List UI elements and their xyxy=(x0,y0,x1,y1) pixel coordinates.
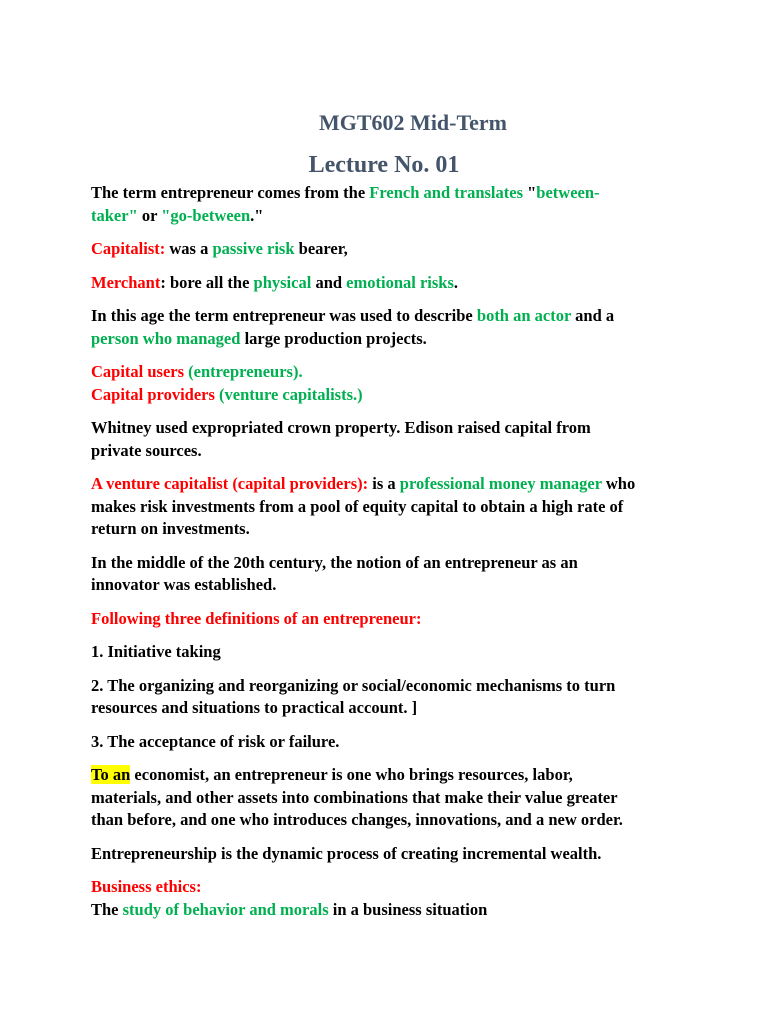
paragraph-whitney xyxy=(91,417,691,462)
text-line: Whitney used expropriated crown property. Edison raised capital from xyxy=(91,418,591,437)
text: The xyxy=(91,899,123,919)
paragraph-innovator xyxy=(91,552,691,597)
paragraph-etymology xyxy=(91,182,691,227)
lecture-heading: Lecture No. 01 xyxy=(308,152,460,178)
term-label: Capitalist: xyxy=(91,239,166,258)
text: in a business situation xyxy=(328,899,488,919)
paragraph-entrepreneurship xyxy=(91,843,691,866)
text: or xyxy=(137,205,162,225)
term-label: Capital providers xyxy=(91,384,215,404)
text-line: innovator was established. xyxy=(91,575,277,594)
highlight-text: (venture capitalists.) xyxy=(214,384,363,404)
paragraph-capital xyxy=(91,361,691,406)
text-line: materials, and other assets into combinations that make their value greater xyxy=(91,787,618,807)
text-line: 1. Initiative taking xyxy=(91,642,221,661)
text: who xyxy=(601,474,636,493)
text: The term entrepreneur comes from the xyxy=(91,183,370,202)
paragraph-business-ethics xyxy=(91,876,691,921)
paragraph-capitalist xyxy=(91,238,691,261)
highlight-text: professional money manager xyxy=(399,474,602,493)
highlight-text: person who managed xyxy=(91,328,241,348)
highlight-text: between- xyxy=(536,183,600,202)
definition-1 xyxy=(91,641,691,664)
paragraph-definitions-heading xyxy=(91,608,691,631)
text-line: Entrepreneurship is the dynamic process of creating incremental wealth. xyxy=(91,843,602,863)
text-line: than before, and one who introduces changes, innovations, and a new order. xyxy=(91,810,623,829)
text-line: 3. The acceptance of risk or failure. xyxy=(91,731,340,751)
text: and a xyxy=(571,306,615,325)
highlight-text: taker" xyxy=(91,205,138,225)
page-title: MGT602 Mid-Term xyxy=(319,110,507,135)
term-label: Merchant xyxy=(91,272,161,292)
definition-3 xyxy=(91,731,691,754)
text: bearer, xyxy=(294,239,348,258)
text-line: 2. The organizing and reorganizing or social/economic mechanisms to turn xyxy=(91,675,616,695)
text: . xyxy=(453,272,459,292)
highlight-text: both an actor xyxy=(476,306,572,325)
text-line: In the middle of the 20th century, the notion of an entrepreneur as an xyxy=(91,552,578,572)
highlighted-text: To an xyxy=(91,765,131,784)
highlight-text: emotional risks xyxy=(346,272,454,292)
highlight-text: physical xyxy=(253,272,312,292)
highlight-text: "go-between xyxy=(161,205,251,225)
section-heading: Following three definitions of an entrepreneur: xyxy=(91,608,422,628)
paragraph-merchant xyxy=(91,272,691,295)
text: ." xyxy=(250,205,264,225)
text: large production projects. xyxy=(240,328,427,348)
term-label: A venture capitalist (capital providers): xyxy=(91,474,369,493)
text-line: return on investments. xyxy=(91,519,250,538)
term-label: Capital users xyxy=(91,362,185,381)
text: economist, an entrepreneur is one who brings resources, labor, xyxy=(130,765,573,784)
paragraph-economist xyxy=(91,764,691,832)
text: was a xyxy=(165,239,213,258)
highlight-text: (entrepreneurs). xyxy=(184,362,303,381)
highlight-text: study of behavior and morals xyxy=(122,899,329,919)
definition-2 xyxy=(91,675,691,720)
highlight-text: passive risk xyxy=(212,239,295,258)
text: and xyxy=(311,272,347,292)
highlight-text: French and translates xyxy=(369,183,523,202)
text: " xyxy=(523,183,537,202)
paragraph-venture-capitalist xyxy=(91,473,691,541)
text-line: makes risk investments from a pool of equity capital to obtain a high rate of xyxy=(91,496,624,516)
text-line: resources and situations to practical account. ] xyxy=(91,698,418,717)
paragraph-actor xyxy=(91,305,691,350)
text: In this age the term entrepreneur was used to describe xyxy=(91,306,477,325)
text: is a xyxy=(368,474,400,493)
section-heading: Business ethics: xyxy=(91,877,202,896)
document-body xyxy=(91,182,691,932)
text: : bore all the xyxy=(160,272,254,292)
text-line: private sources. xyxy=(91,440,202,460)
